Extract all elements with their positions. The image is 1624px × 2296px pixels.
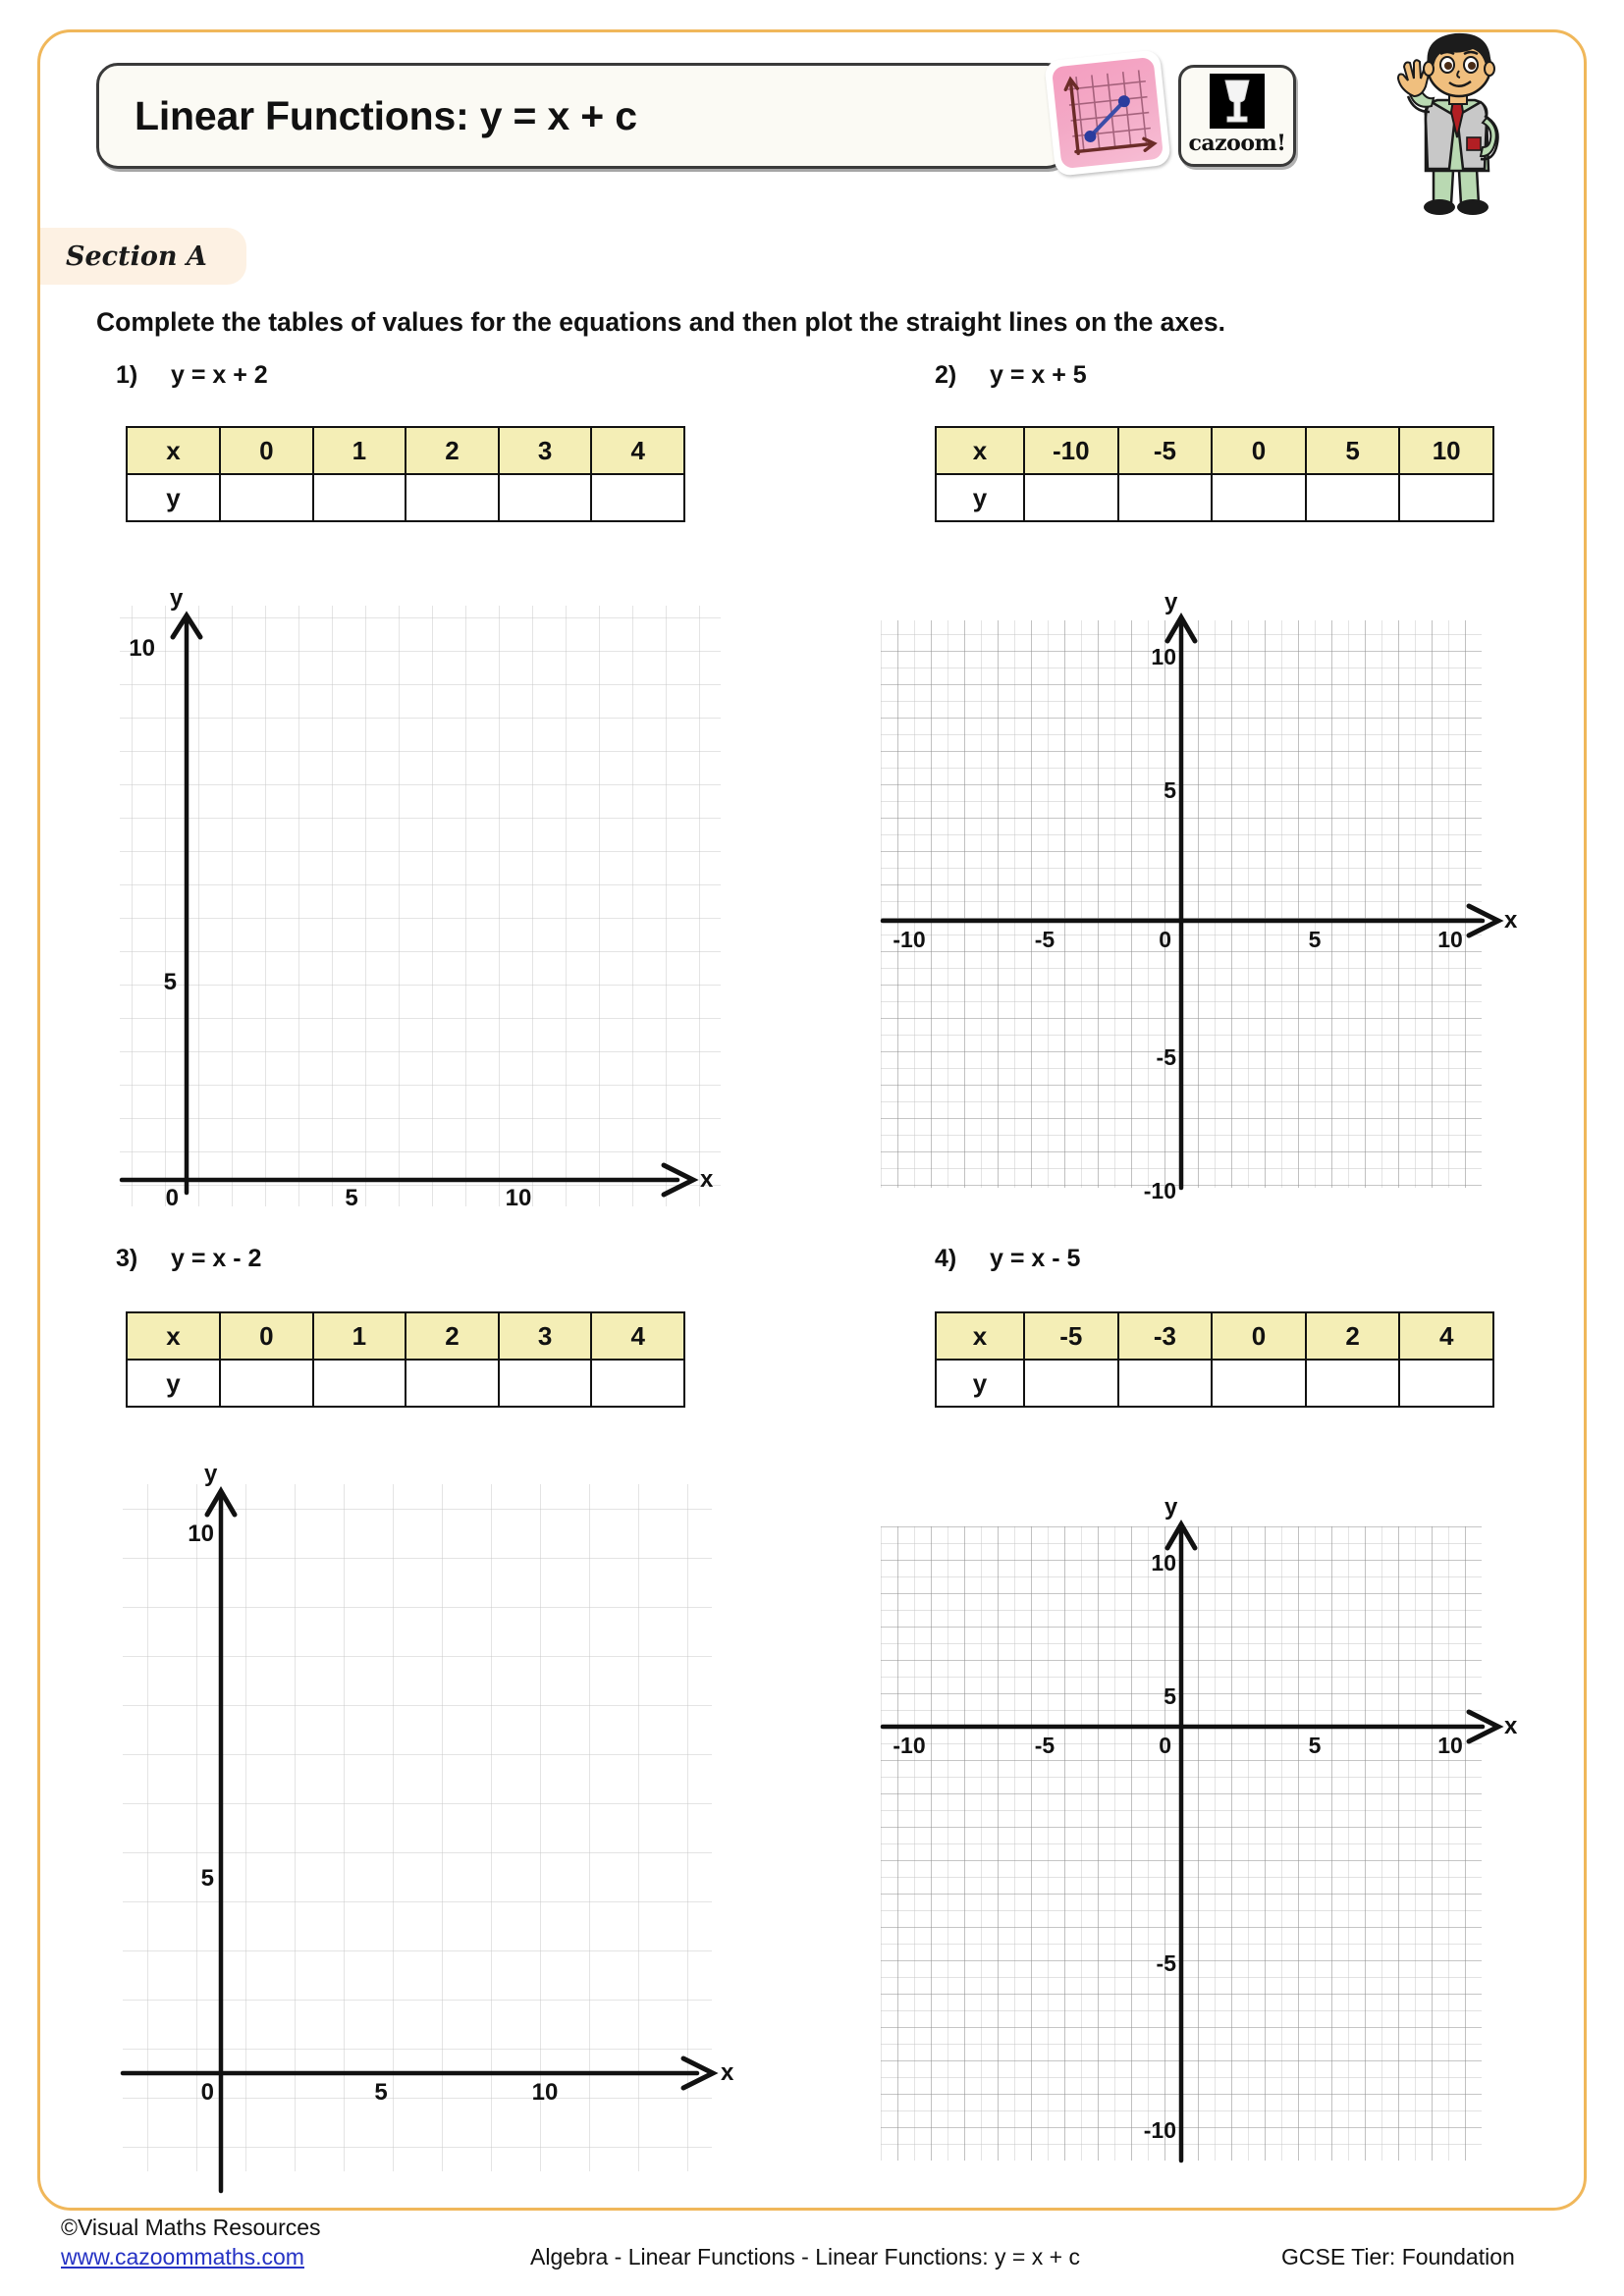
graph-4-y-tick-neg10: -10: [1143, 2117, 1176, 2143]
graph-3-x-tick-5: 5: [374, 2079, 388, 2106]
table-cell-x: 10: [1399, 427, 1493, 474]
page-footer: [0, 2215, 1624, 2293]
question-3-heading: [116, 1245, 261, 1273]
table-cell-y-answer[interactable]: [499, 1360, 592, 1407]
table-cell-row-label: x: [936, 1312, 1024, 1360]
table-cell-row-label: y: [127, 474, 220, 521]
graph-3-y-tick-10: 10: [188, 1521, 214, 1547]
table-cell-row-label: y: [936, 474, 1024, 521]
graph-2-x-tick-10: 10: [1437, 927, 1463, 952]
table-cell-y-answer[interactable]: [499, 474, 592, 521]
table-cell-x: 4: [591, 427, 684, 474]
section-label: Section A: [66, 240, 207, 272]
table-row: [127, 427, 684, 474]
table-cell-y-answer[interactable]: [591, 1360, 684, 1407]
table-cell-row-label: x: [127, 427, 220, 474]
graph-2-x-tick-5: 5: [1308, 927, 1322, 952]
question-1-table: [126, 426, 685, 522]
question-4-graph[interactable]: [864, 1460, 1532, 2206]
table-cell-x: 2: [406, 427, 499, 474]
graph-1-y-axis-label: y: [170, 585, 184, 612]
table-cell-y-answer[interactable]: [220, 474, 313, 521]
graph-4-y-tick-10: 10: [1151, 1550, 1176, 1575]
table-row: [127, 474, 684, 521]
table-cell-x: 2: [1306, 1312, 1400, 1360]
question-2-equation: y = x + 5: [990, 361, 1087, 389]
line-graph-sticker-icon: [1044, 49, 1171, 177]
table-cell-x: -5: [1024, 1312, 1118, 1360]
graph-2-x-tick-neg5: -5: [1034, 927, 1056, 952]
graph-3-y-tick-5: 5: [200, 1865, 214, 1892]
table-row: [936, 427, 1493, 474]
graph-2-x-tick-neg10: -10: [893, 927, 926, 952]
table-cell-x: 3: [499, 1312, 592, 1360]
question-2-number: 2): [935, 361, 957, 389]
graph-4-x-tick-0: 0: [1159, 1733, 1171, 1758]
question-1-equation: y = x + 2: [171, 361, 268, 389]
question-2-table: [935, 426, 1494, 522]
question-1-number: 1): [116, 361, 138, 389]
cazoom-logo: [1178, 65, 1296, 167]
table-row: [936, 1360, 1493, 1407]
graph-2-y-tick-10: 10: [1151, 644, 1176, 669]
table-cell-row-label: x: [936, 427, 1024, 474]
student-mascot-icon: [1365, 22, 1551, 218]
table-cell-y-answer[interactable]: [313, 1360, 406, 1407]
graph-2-x-tick-0: 0: [1159, 927, 1171, 952]
question-3-table: [126, 1311, 685, 1408]
graph-2-y-tick-neg10: -10: [1143, 1178, 1176, 1203]
table-cell-x: 0: [220, 427, 313, 474]
graph-4-x-tick-neg5: -5: [1034, 1733, 1056, 1758]
footer-website-link[interactable]: www.cazoommaths.com: [61, 2244, 304, 2269]
graph-2-y-tick-5: 5: [1164, 777, 1176, 803]
question-3-graph[interactable]: [98, 1460, 766, 2196]
table-cell-x: 0: [220, 1312, 313, 1360]
table-row: [127, 1360, 684, 1407]
table-cell-y-answer[interactable]: [406, 474, 499, 521]
graph-3-x-axis-label: x: [721, 2059, 734, 2086]
question-1-heading: [116, 361, 268, 390]
table-cell-x: 0: [1212, 427, 1306, 474]
graph-2-y-axis-label: y: [1164, 589, 1178, 615]
table-cell-x: 1: [313, 1312, 406, 1360]
table-cell-y-answer[interactable]: [1212, 474, 1306, 521]
table-row: [936, 1312, 1493, 1360]
question-4-heading: [935, 1245, 1080, 1273]
question-4-number: 4): [935, 1245, 957, 1272]
table-cell-x: 0: [1212, 1312, 1306, 1360]
footer-copyright: ©Visual Maths Resources: [61, 2215, 321, 2240]
graph-4-y-tick-5: 5: [1164, 1683, 1176, 1709]
table-cell-y-answer[interactable]: [1024, 1360, 1118, 1407]
page-title: Linear Functions: y = x + c: [135, 92, 637, 138]
graph-4-x-tick-neg10: -10: [893, 1733, 926, 1758]
graph-4-y-tick-neg5b: -5: [1156, 1950, 1176, 1976]
cazoom-cup-icon: [1210, 74, 1265, 129]
worksheet-title-box: [96, 63, 1068, 169]
table-cell-row-label: x: [127, 1312, 220, 1360]
table-cell-x: 4: [591, 1312, 684, 1360]
cazoom-wordmark: cazoom!: [1188, 131, 1286, 156]
question-4-equation: y = x - 5: [990, 1245, 1081, 1272]
table-cell-x: 2: [406, 1312, 499, 1360]
footer-tier: GCSE Tier: Foundation: [1281, 2244, 1515, 2269]
table-cell-x: -5: [1118, 427, 1213, 474]
table-cell-y-answer[interactable]: [591, 474, 684, 521]
graph-4-x-tick-10: 10: [1437, 1733, 1463, 1758]
graph-4-x-tick-5: 5: [1308, 1733, 1322, 1758]
table-cell-y-answer[interactable]: [220, 1360, 313, 1407]
graph-1-x-tick-10: 10: [505, 1185, 532, 1211]
table-cell-y-answer[interactable]: [1212, 1360, 1306, 1407]
graph-1-x-axis-label: x: [700, 1166, 714, 1193]
table-row: [936, 474, 1493, 521]
table-cell-y-answer[interactable]: [313, 474, 406, 521]
graph-3-x-tick-0: 0: [200, 2079, 214, 2106]
graph-2-x-axis-label: x: [1504, 907, 1518, 934]
graph-4-y-axis-label: y: [1164, 1494, 1178, 1521]
table-cell-y-answer[interactable]: [406, 1360, 499, 1407]
graph-3-y-axis-label: y: [204, 1461, 218, 1487]
table-cell-x: -10: [1024, 427, 1118, 474]
table-cell-x: -3: [1118, 1312, 1213, 1360]
question-4-table: [935, 1311, 1494, 1408]
question-2-heading: [935, 361, 1087, 390]
graph-1-x-tick-5: 5: [345, 1185, 358, 1211]
footer-breadcrumb: Algebra - Linear Functions - Linear Functions: y = x + c: [530, 2244, 1080, 2269]
table-cell-x: 3: [499, 427, 592, 474]
graph-4-x-axis-label: x: [1504, 1713, 1518, 1739]
section-tab: [40, 228, 246, 285]
table-cell-row-label: y: [127, 1360, 220, 1407]
table-cell-y-answer[interactable]: [1399, 1360, 1493, 1407]
table-cell-y-answer[interactable]: [1306, 474, 1400, 521]
table-cell-y-answer[interactable]: [1399, 474, 1493, 521]
table-cell-y-answer[interactable]: [1306, 1360, 1400, 1407]
question-3-number: 3): [116, 1245, 138, 1272]
question-1-graph[interactable]: [98, 584, 746, 1212]
table-cell-y-answer[interactable]: [1024, 474, 1118, 521]
table-cell-row-label: y: [936, 1360, 1024, 1407]
graph-1-x-tick-0: 0: [165, 1185, 179, 1211]
graph-2-y-tick-neg5: -5: [1156, 1044, 1176, 1070]
table-cell-x: 4: [1399, 1312, 1493, 1360]
table-cell-y-answer[interactable]: [1118, 1360, 1213, 1407]
question-3-equation: y = x - 2: [171, 1245, 262, 1272]
graph-1-y-tick-5b: 5: [163, 969, 177, 995]
graph-3-x-tick-10: 10: [531, 2079, 559, 2106]
table-cell-x: 5: [1306, 427, 1400, 474]
graph-1-y-tick-10: 10: [129, 635, 155, 662]
instruction-text: Complete the tables of values for the equations and then plot the straight lines on the axes.: [96, 307, 1225, 337]
table-row: [127, 1312, 684, 1360]
table-cell-x: 1: [313, 427, 406, 474]
question-2-graph[interactable]: [864, 584, 1532, 1212]
table-cell-y-answer[interactable]: [1118, 474, 1213, 521]
